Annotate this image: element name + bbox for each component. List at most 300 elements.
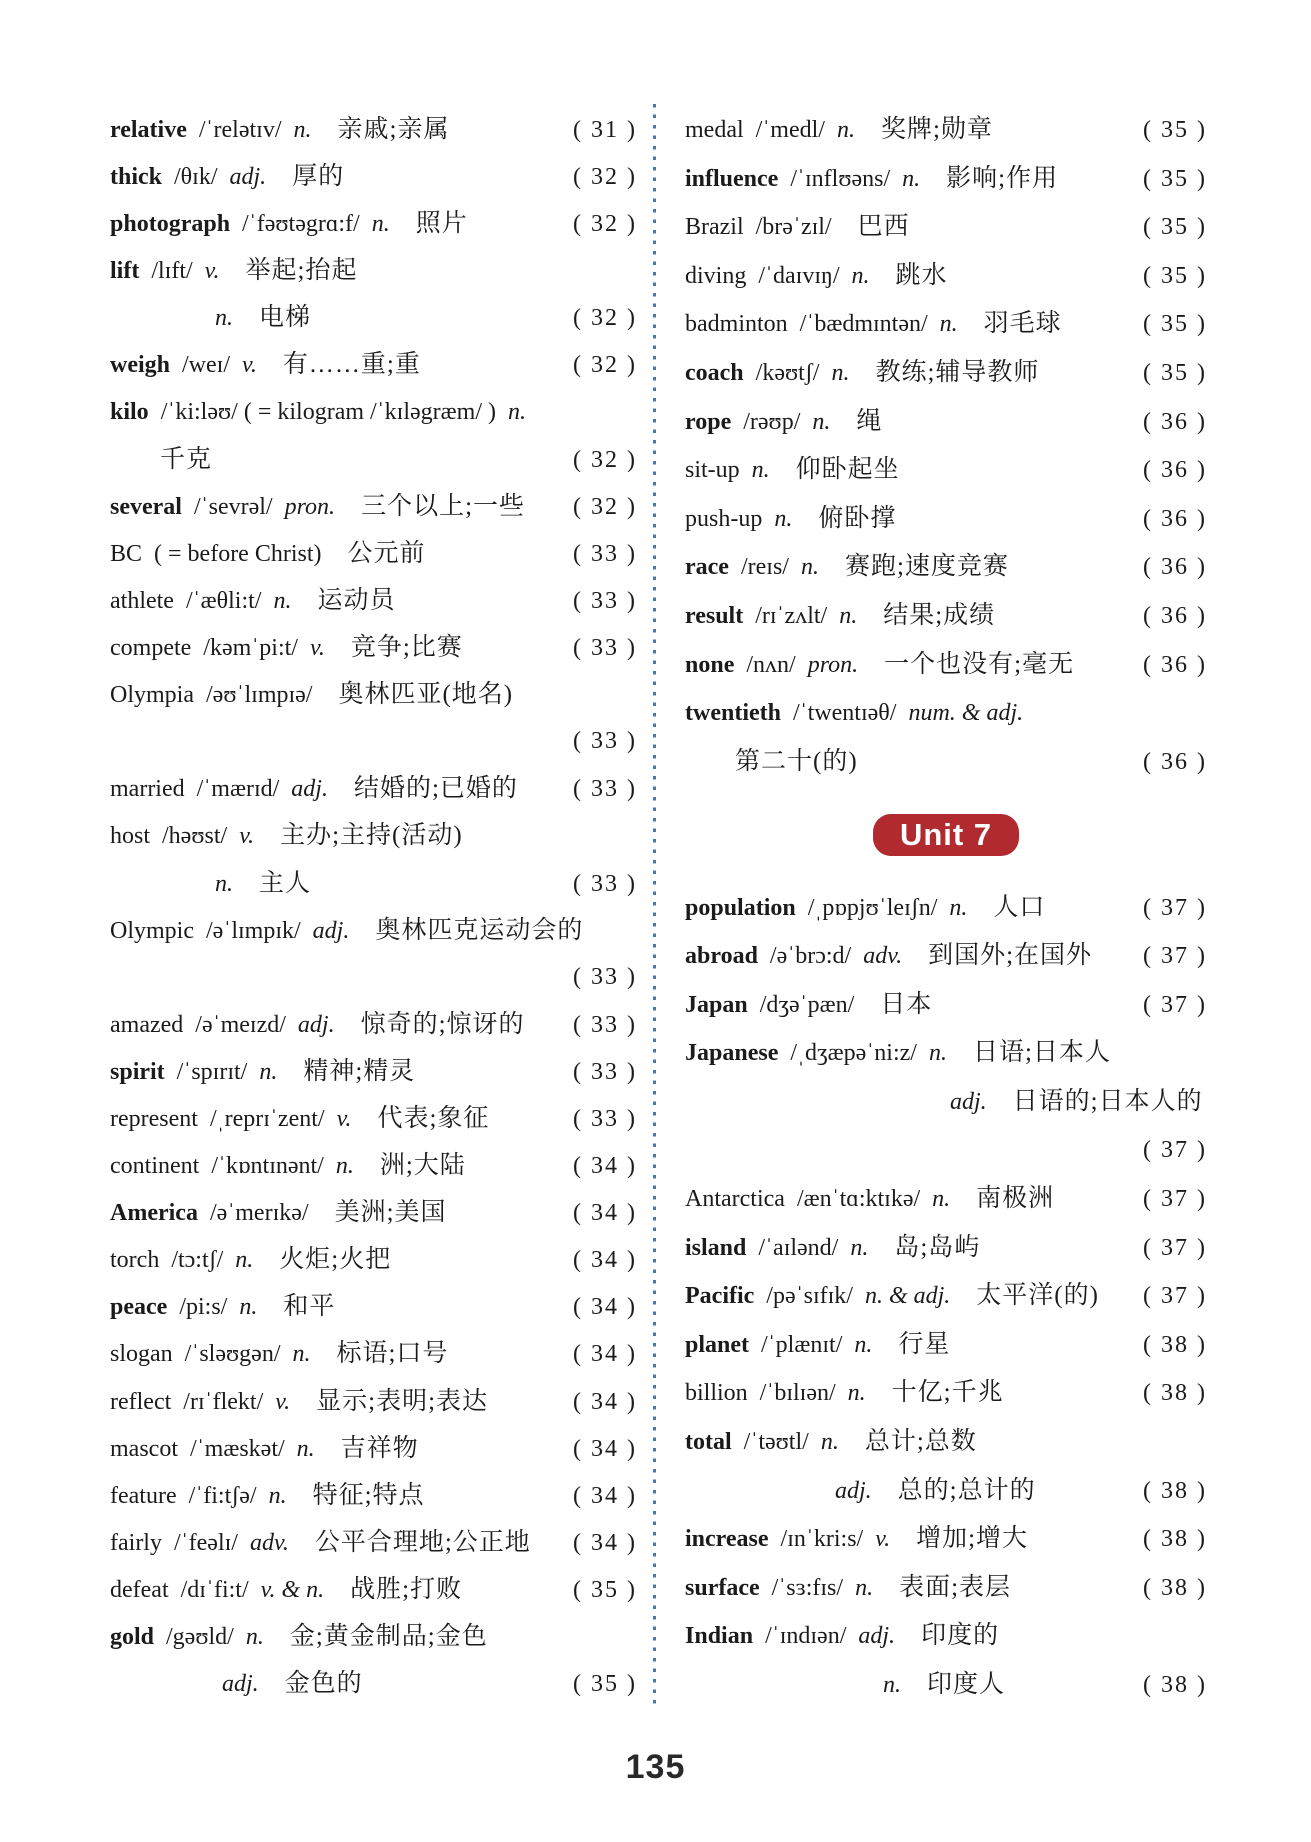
- page-ref: ( 37 ): [1143, 1186, 1207, 1213]
- phonetic: /ænˈtɑ:ktɪkə/: [796, 1186, 921, 1213]
- page-ref-line: [685, 1126, 1207, 1175]
- meaning: 举起;抬起: [245, 257, 358, 285]
- part-of-speech: n.: [751, 457, 770, 484]
- part-of-speech: n.: [259, 1058, 278, 1085]
- meaning: 战胜;打败: [350, 1575, 463, 1603]
- phonetic: /ˈfeəlɪ/: [173, 1529, 238, 1556]
- part-of-speech: n.: [883, 1672, 901, 1698]
- part-of-speech: n.: [335, 1153, 354, 1180]
- vocab-entry-line: [685, 884, 1207, 933]
- page-ref: ( 32 ): [573, 493, 637, 520]
- term: athlete: [110, 587, 174, 614]
- meaning: 第二十(的): [735, 747, 858, 775]
- page-ref: ( 35 ): [573, 1576, 637, 1603]
- term: defeat: [110, 1576, 169, 1603]
- phonetic: ( = before Christ): [154, 540, 322, 567]
- phonetic: /ˈmæskət/: [189, 1435, 285, 1462]
- vocab-entry-line: [685, 495, 1207, 544]
- vocab-entry-line: [685, 543, 1207, 592]
- part-of-speech: v.: [204, 258, 220, 285]
- part-of-speech: n.: [949, 894, 968, 921]
- term: Olympic: [110, 917, 194, 944]
- meaning: 标语;口号: [336, 1340, 449, 1368]
- term: Brazil: [685, 214, 744, 241]
- page-ref: ( 34 ): [573, 1529, 637, 1556]
- page-ref: ( 32 ): [573, 352, 637, 379]
- phonetic: /pi:s/: [179, 1294, 228, 1321]
- meaning: 总的;总计的: [897, 1476, 1036, 1504]
- page-ref: ( 34 ): [573, 1294, 637, 1321]
- meaning: 厚的: [292, 163, 345, 191]
- vocab-entry-line: [110, 1001, 637, 1048]
- phonetic: /ˈbɪlɪən/: [759, 1380, 836, 1407]
- term: rope: [685, 408, 732, 435]
- meaning: 美洲;美国: [334, 1199, 447, 1227]
- phonetic: /ˈæθli:t/: [185, 587, 262, 614]
- meaning: 主人: [259, 869, 312, 897]
- page-ref: ( 34 ): [573, 1341, 637, 1368]
- meaning: 绳: [856, 407, 883, 435]
- vocab-entry-line: [685, 689, 1207, 738]
- meaning: 金色的: [284, 1670, 363, 1698]
- term: push-up: [685, 505, 763, 532]
- part-of-speech: n.: [812, 408, 831, 435]
- meaning: 主办;主持(活动): [280, 822, 463, 850]
- phonetic: /ˌdʒæpəˈni:z/: [790, 1040, 917, 1067]
- page-ref: ( 34 ): [573, 1388, 637, 1415]
- page-ref: ( 38 ): [1143, 1331, 1207, 1358]
- vocab-entry-line: [110, 577, 637, 624]
- part-of-speech: n.: [820, 1429, 839, 1456]
- vocab-entry-line: [685, 446, 1207, 495]
- meaning: 金;黄金制品;金色: [289, 1623, 488, 1650]
- vocab-entry-line: [685, 932, 1207, 981]
- vocab-entry-line: [110, 812, 637, 859]
- phonetic: /ˈɪndɪən/: [765, 1623, 847, 1650]
- vocab-continuation-line: [110, 294, 637, 341]
- vocab-continuation-line: [110, 860, 637, 907]
- meaning: 表面;表层: [899, 1573, 1012, 1601]
- vocab-entry-line: [685, 981, 1207, 1030]
- part-of-speech: n.: [831, 359, 850, 386]
- meaning: 电梯: [259, 304, 312, 332]
- term: married: [110, 776, 185, 803]
- meaning: 太平洋(的): [976, 1282, 1099, 1310]
- phonetic: /ɪnˈkri:s/: [780, 1526, 864, 1553]
- part-of-speech: n.: [273, 587, 292, 614]
- term: result: [685, 602, 744, 629]
- meaning: 吉祥物: [340, 1434, 419, 1462]
- vocab-entry-line: [685, 1515, 1207, 1564]
- vocab-entry-line: [110, 624, 637, 671]
- part-of-speech: n.: [239, 1294, 258, 1321]
- page-ref: ( 32 ): [573, 211, 637, 238]
- meaning: 俯卧撑: [818, 504, 897, 532]
- term: compete: [110, 635, 192, 662]
- vocab-entry-line: [110, 247, 637, 294]
- phonetic: /rɪˈflekt/: [183, 1388, 264, 1415]
- term: diving: [685, 262, 747, 289]
- page-ref: ( 35 ): [1143, 214, 1207, 241]
- meaning: 跳水: [895, 261, 948, 289]
- part-of-speech: pron.: [284, 493, 336, 520]
- term: mascot: [110, 1435, 178, 1462]
- meaning: 增加;增大: [916, 1525, 1029, 1553]
- phonetic: /gəʊld/: [166, 1624, 234, 1650]
- phonetic: /pəˈsɪfɪk/: [766, 1283, 853, 1310]
- meaning: 亲戚;亲属: [337, 116, 450, 143]
- phonetic: /rəʊp/: [743, 408, 801, 435]
- part-of-speech: n.: [854, 1331, 873, 1358]
- phonetic: /ˈdaɪvɪŋ/: [758, 262, 840, 289]
- vocab-entry-line: [685, 106, 1207, 155]
- page-ref: ( 37 ): [1143, 894, 1207, 921]
- vocab-entry-line: [110, 389, 637, 436]
- vocab-entry-line: [685, 1564, 1207, 1613]
- meaning: 行星: [898, 1330, 951, 1358]
- term: Japanese: [685, 1040, 779, 1067]
- term: weigh: [110, 352, 170, 379]
- term: increase: [685, 1526, 769, 1553]
- vocab-continuation-line: [685, 1467, 1207, 1516]
- meaning: 惊奇的;惊讶的: [360, 1010, 525, 1038]
- page-ref-line: [110, 718, 637, 765]
- page-ref: ( 33 ): [573, 1105, 637, 1132]
- vocab-entry-line: [685, 1612, 1207, 1661]
- meaning: 和平: [283, 1293, 336, 1321]
- meaning: 南极洲: [976, 1185, 1055, 1213]
- phonetic: /ˈrelətɪv/: [198, 117, 282, 143]
- term: billion: [685, 1380, 748, 1407]
- vocab-entry-line: [110, 1566, 637, 1613]
- part-of-speech: v.: [239, 823, 255, 850]
- vocab-entry-line: [685, 300, 1207, 349]
- part-of-speech: n.: [508, 398, 526, 425]
- phonetic: /ˌreprɪˈzent/: [209, 1105, 325, 1132]
- phonetic: /əˈbrɔ:d/: [769, 943, 852, 970]
- page-ref: ( 31 ): [573, 117, 637, 143]
- phonetic: /ˈmedl/: [755, 117, 825, 143]
- page-ref: ( 36 ): [1143, 748, 1207, 775]
- page-ref: ( 37 ): [1143, 991, 1207, 1018]
- meaning: 三个以上;一些: [361, 492, 526, 520]
- page-ref: ( 38 ): [1143, 1526, 1207, 1553]
- vocab-entry-line: [685, 592, 1207, 641]
- meaning: 奥林匹亚(地名): [338, 681, 514, 709]
- vocab-entry-line: [110, 1142, 637, 1189]
- phonetic: /əˈmerɪkə/: [209, 1200, 309, 1227]
- part-of-speech: adv.: [249, 1529, 289, 1556]
- meaning: 人口: [993, 893, 1046, 921]
- term: several: [110, 493, 182, 520]
- phonetic: /θɪk/: [174, 164, 218, 191]
- vocab-entry-line: [685, 349, 1207, 398]
- phonetic: /ˈmærɪd/: [196, 776, 280, 803]
- vocab-entry-line: [110, 1519, 637, 1566]
- meaning: 洲;大陆: [379, 1152, 466, 1180]
- phonetic: /tɔ:tʃ/: [171, 1247, 224, 1274]
- phonetic: /nʌn/: [746, 651, 796, 678]
- phonetic: /dʒəˈpæn/: [759, 991, 855, 1018]
- part-of-speech: n. & adj.: [864, 1283, 951, 1310]
- vocab-continuation-line: [110, 436, 637, 483]
- meaning: 结果;成绩: [883, 601, 996, 629]
- page-number: 135: [625, 1748, 686, 1786]
- vocab-entry-line: [110, 341, 637, 388]
- phonetic: /ˈbædmɪntən/: [799, 311, 928, 338]
- meaning: 公平合理地;公正地: [314, 1528, 531, 1556]
- meaning: 日本: [880, 990, 933, 1018]
- part-of-speech: n.: [293, 117, 312, 143]
- part-of-speech: adj.: [835, 1477, 872, 1504]
- page-ref: ( 33 ): [573, 870, 637, 897]
- phonetic: /ˈtəʊtl/: [743, 1429, 809, 1456]
- page-ref: ( 33 ): [573, 587, 637, 614]
- meaning: 公元前: [347, 539, 426, 567]
- vocab-entry-line: [110, 200, 637, 247]
- part-of-speech: n.: [855, 1574, 874, 1601]
- phonetic: /ˌpɒpjʊˈleɪʃn/: [807, 894, 938, 921]
- part-of-speech: v.: [242, 352, 257, 379]
- phonetic: /ˈfəʊtəgrɑ:f/: [242, 211, 360, 238]
- phonetic: /ˈtwentɪəθ/: [792, 700, 897, 727]
- page-ref: ( 33 ): [573, 728, 637, 755]
- vocab-column-left: [110, 106, 637, 1707]
- page-ref: ( 37 ): [1143, 1283, 1207, 1310]
- page-ref: ( 38 ): [1143, 1574, 1207, 1601]
- phonetic: /ˈsləʊgən/: [184, 1341, 281, 1368]
- meaning: 结婚的;已婚的: [353, 775, 518, 803]
- phonetic: /weɪ/: [182, 352, 230, 379]
- part-of-speech: n.: [928, 1040, 947, 1067]
- page-ref: ( 34 ): [573, 1200, 637, 1227]
- meaning: 千克: [160, 445, 213, 473]
- vocab-entry-line: [110, 1283, 637, 1330]
- part-of-speech: adj.: [950, 1088, 987, 1115]
- vocab-entry-line: [110, 1236, 637, 1283]
- page-ref: ( 36 ): [1143, 602, 1207, 629]
- term: none: [685, 651, 735, 678]
- term: Pacific: [685, 1283, 755, 1310]
- term: lift: [110, 258, 140, 285]
- part-of-speech: adj.: [297, 1011, 335, 1038]
- part-of-speech: adj.: [858, 1623, 896, 1650]
- part-of-speech: pron.: [807, 651, 859, 678]
- term: gold: [110, 1624, 155, 1650]
- page-ref: ( 35 ): [1143, 117, 1207, 143]
- vocab-entry-line: [110, 153, 637, 200]
- part-of-speech: n.: [851, 262, 870, 289]
- meaning: 印度的: [921, 1622, 1000, 1650]
- phonetic: /həʊst/: [162, 823, 228, 850]
- term: Indian: [685, 1623, 754, 1650]
- page-ref: ( 32 ): [573, 446, 637, 473]
- column-divider: [653, 104, 656, 1708]
- part-of-speech: adj.: [222, 1671, 259, 1698]
- meaning: 羽毛球: [983, 310, 1062, 338]
- term: badminton: [685, 311, 788, 338]
- meaning: 巴西: [857, 213, 910, 241]
- page-ref: ( 33 ): [573, 540, 637, 567]
- vocab-entry-line: [110, 106, 637, 153]
- meaning: 显示;表明;表达: [316, 1387, 489, 1415]
- part-of-speech: num. & adj.: [908, 700, 1024, 727]
- part-of-speech: n.: [296, 1435, 315, 1462]
- page-ref: ( 33 ): [573, 1058, 637, 1085]
- page-ref: ( 33 ): [573, 1011, 637, 1038]
- vocab-entry-line: [110, 1378, 637, 1425]
- vocab-entry-line: [685, 1175, 1207, 1224]
- term: relative: [110, 117, 187, 143]
- meaning: 日语;日本人: [972, 1039, 1111, 1067]
- phonetic: /brəˈzɪl/: [755, 214, 832, 241]
- term: amazed: [110, 1011, 184, 1038]
- phonetic: /reɪs/: [740, 554, 789, 581]
- term: continent: [110, 1153, 200, 1180]
- phonetic: /kəʊtʃ/: [755, 359, 820, 386]
- part-of-speech: n.: [902, 165, 921, 192]
- meaning: 竞争;比赛: [350, 634, 463, 662]
- meaning: 火炬;火把: [279, 1246, 392, 1274]
- meaning: 照片: [415, 210, 468, 238]
- meaning: 印度人: [927, 1671, 1006, 1698]
- part-of-speech: n.: [245, 1624, 264, 1650]
- phonetic: /rɪˈzʌlt/: [755, 602, 828, 629]
- page-ref: ( 35 ): [1143, 359, 1207, 386]
- phonetic: /dɪˈfi:t/: [180, 1576, 249, 1603]
- phonetic: /lɪft/: [151, 258, 193, 285]
- part-of-speech: n.: [932, 1186, 951, 1213]
- term: planet: [685, 1331, 750, 1358]
- meaning: 运动员: [317, 586, 396, 614]
- term: Olympia: [110, 682, 194, 709]
- vocab-continuation-line: [685, 1661, 1207, 1710]
- part-of-speech: n.: [836, 117, 855, 143]
- part-of-speech: n.: [774, 505, 793, 532]
- page-ref: ( 36 ): [1143, 651, 1207, 678]
- phonetic: /əˈlɪmpɪk/: [206, 917, 301, 944]
- vocab-entry-line: [110, 1613, 637, 1660]
- page-ref: ( 36 ): [1143, 408, 1207, 435]
- part-of-speech: n.: [292, 1341, 311, 1368]
- meaning: 岛;岛屿: [894, 1233, 981, 1261]
- term: reflect: [110, 1388, 172, 1415]
- phonetic: /ˈsevrəl/: [193, 493, 273, 520]
- page-ref: ( 36 ): [1143, 554, 1207, 581]
- phonetic: /ˈsɜ:fɪs/: [771, 1574, 844, 1601]
- phonetic: /ˈspɪrɪt/: [176, 1058, 248, 1085]
- vocab-entry-line: [685, 1224, 1207, 1273]
- phonetic: /kəmˈpi:t/: [203, 635, 298, 662]
- phonetic: /əʊˈlɪmpɪə/: [206, 682, 313, 709]
- part-of-speech: n.: [215, 870, 233, 897]
- part-of-speech: n.: [235, 1247, 254, 1274]
- page-ref: ( 38 ): [1143, 1477, 1207, 1504]
- page-ref: ( 33 ): [573, 635, 637, 662]
- vocab-entry-line: [685, 641, 1207, 690]
- part-of-speech: n.: [850, 1234, 869, 1261]
- part-of-speech: n.: [847, 1380, 866, 1407]
- page-ref: ( 35 ): [1143, 262, 1207, 289]
- vocab-entry-line: [110, 1425, 637, 1472]
- page-ref: ( 34 ): [573, 1153, 637, 1180]
- term: Antarctica: [685, 1186, 785, 1213]
- vocab-entry-line: [685, 1029, 1207, 1078]
- page-ref-line: [110, 954, 637, 1001]
- vocab-entry-line: [110, 1095, 637, 1142]
- meaning: 奥林匹克运动会的: [375, 916, 584, 944]
- vocab-entry-line: [110, 1189, 637, 1236]
- term: race: [685, 554, 729, 581]
- term: host: [110, 823, 151, 850]
- vocab-entry-line: [110, 765, 637, 812]
- term: coach: [685, 359, 744, 386]
- term: slogan: [110, 1341, 173, 1368]
- phonetic: /ˈaɪlənd/: [758, 1234, 839, 1261]
- phonetic: /əˈmeɪzd/: [195, 1011, 286, 1038]
- term: torch: [110, 1247, 160, 1274]
- page-ref: ( 33 ): [573, 963, 637, 990]
- page-ref: ( 35 ): [1143, 311, 1207, 338]
- page-ref: ( 36 ): [1143, 505, 1207, 532]
- vocab-entry-line: [110, 1472, 637, 1519]
- term: represent: [110, 1105, 198, 1132]
- term: population: [685, 894, 796, 921]
- term: total: [685, 1429, 732, 1456]
- part-of-speech: v.: [309, 635, 325, 662]
- term: abroad: [685, 943, 758, 970]
- page-ref: ( 33 ): [573, 776, 637, 803]
- term: America: [110, 1200, 198, 1227]
- part-of-speech: n.: [371, 211, 390, 238]
- vocab-entry-line: [110, 483, 637, 530]
- part-of-speech: v.: [336, 1105, 352, 1132]
- page-ref: ( 34 ): [573, 1247, 637, 1274]
- vocab-entry-line: [685, 1418, 1207, 1467]
- meaning: 奖牌;勋章: [880, 116, 993, 143]
- vocab-entry-line: [110, 671, 637, 718]
- vocab-entry-line: [685, 203, 1207, 252]
- part-of-speech: adj.: [229, 164, 267, 191]
- meaning: 一个也没有;毫无: [884, 650, 1075, 678]
- vocab-entry-line: [110, 1330, 637, 1377]
- page-ref: ( 35 ): [1143, 165, 1207, 192]
- part-of-speech: n.: [268, 1482, 287, 1509]
- page-ref: ( 37 ): [1143, 1234, 1207, 1261]
- term: peace: [110, 1294, 168, 1321]
- part-of-speech: adj.: [312, 917, 350, 944]
- part-of-speech: n.: [800, 554, 819, 581]
- vocab-entry-line: [110, 907, 637, 954]
- unit-badge: Unit 7: [873, 814, 1019, 856]
- vocab-entry-line: [685, 1369, 1207, 1418]
- page-ref: ( 36 ): [1143, 457, 1207, 484]
- phonetic: /ˈplænɪt/: [761, 1331, 843, 1358]
- page-ref: ( 38 ): [1143, 1380, 1207, 1407]
- part-of-speech: n.: [839, 602, 858, 629]
- meaning: 特征;特点: [312, 1481, 425, 1509]
- meaning: 十亿;千兆: [891, 1379, 1004, 1407]
- page-ref: ( 38 ): [1143, 1672, 1207, 1698]
- vocab-entry-line: [685, 252, 1207, 301]
- vocab-continuation-line: [685, 1078, 1207, 1127]
- page-ref: ( 37 ): [1143, 1137, 1207, 1164]
- part-of-speech: v.: [275, 1388, 291, 1415]
- page-ref: ( 34 ): [573, 1482, 637, 1509]
- term: kilo: [110, 398, 149, 425]
- term: influence: [685, 165, 779, 192]
- page-ref: ( 35 ): [573, 1671, 637, 1698]
